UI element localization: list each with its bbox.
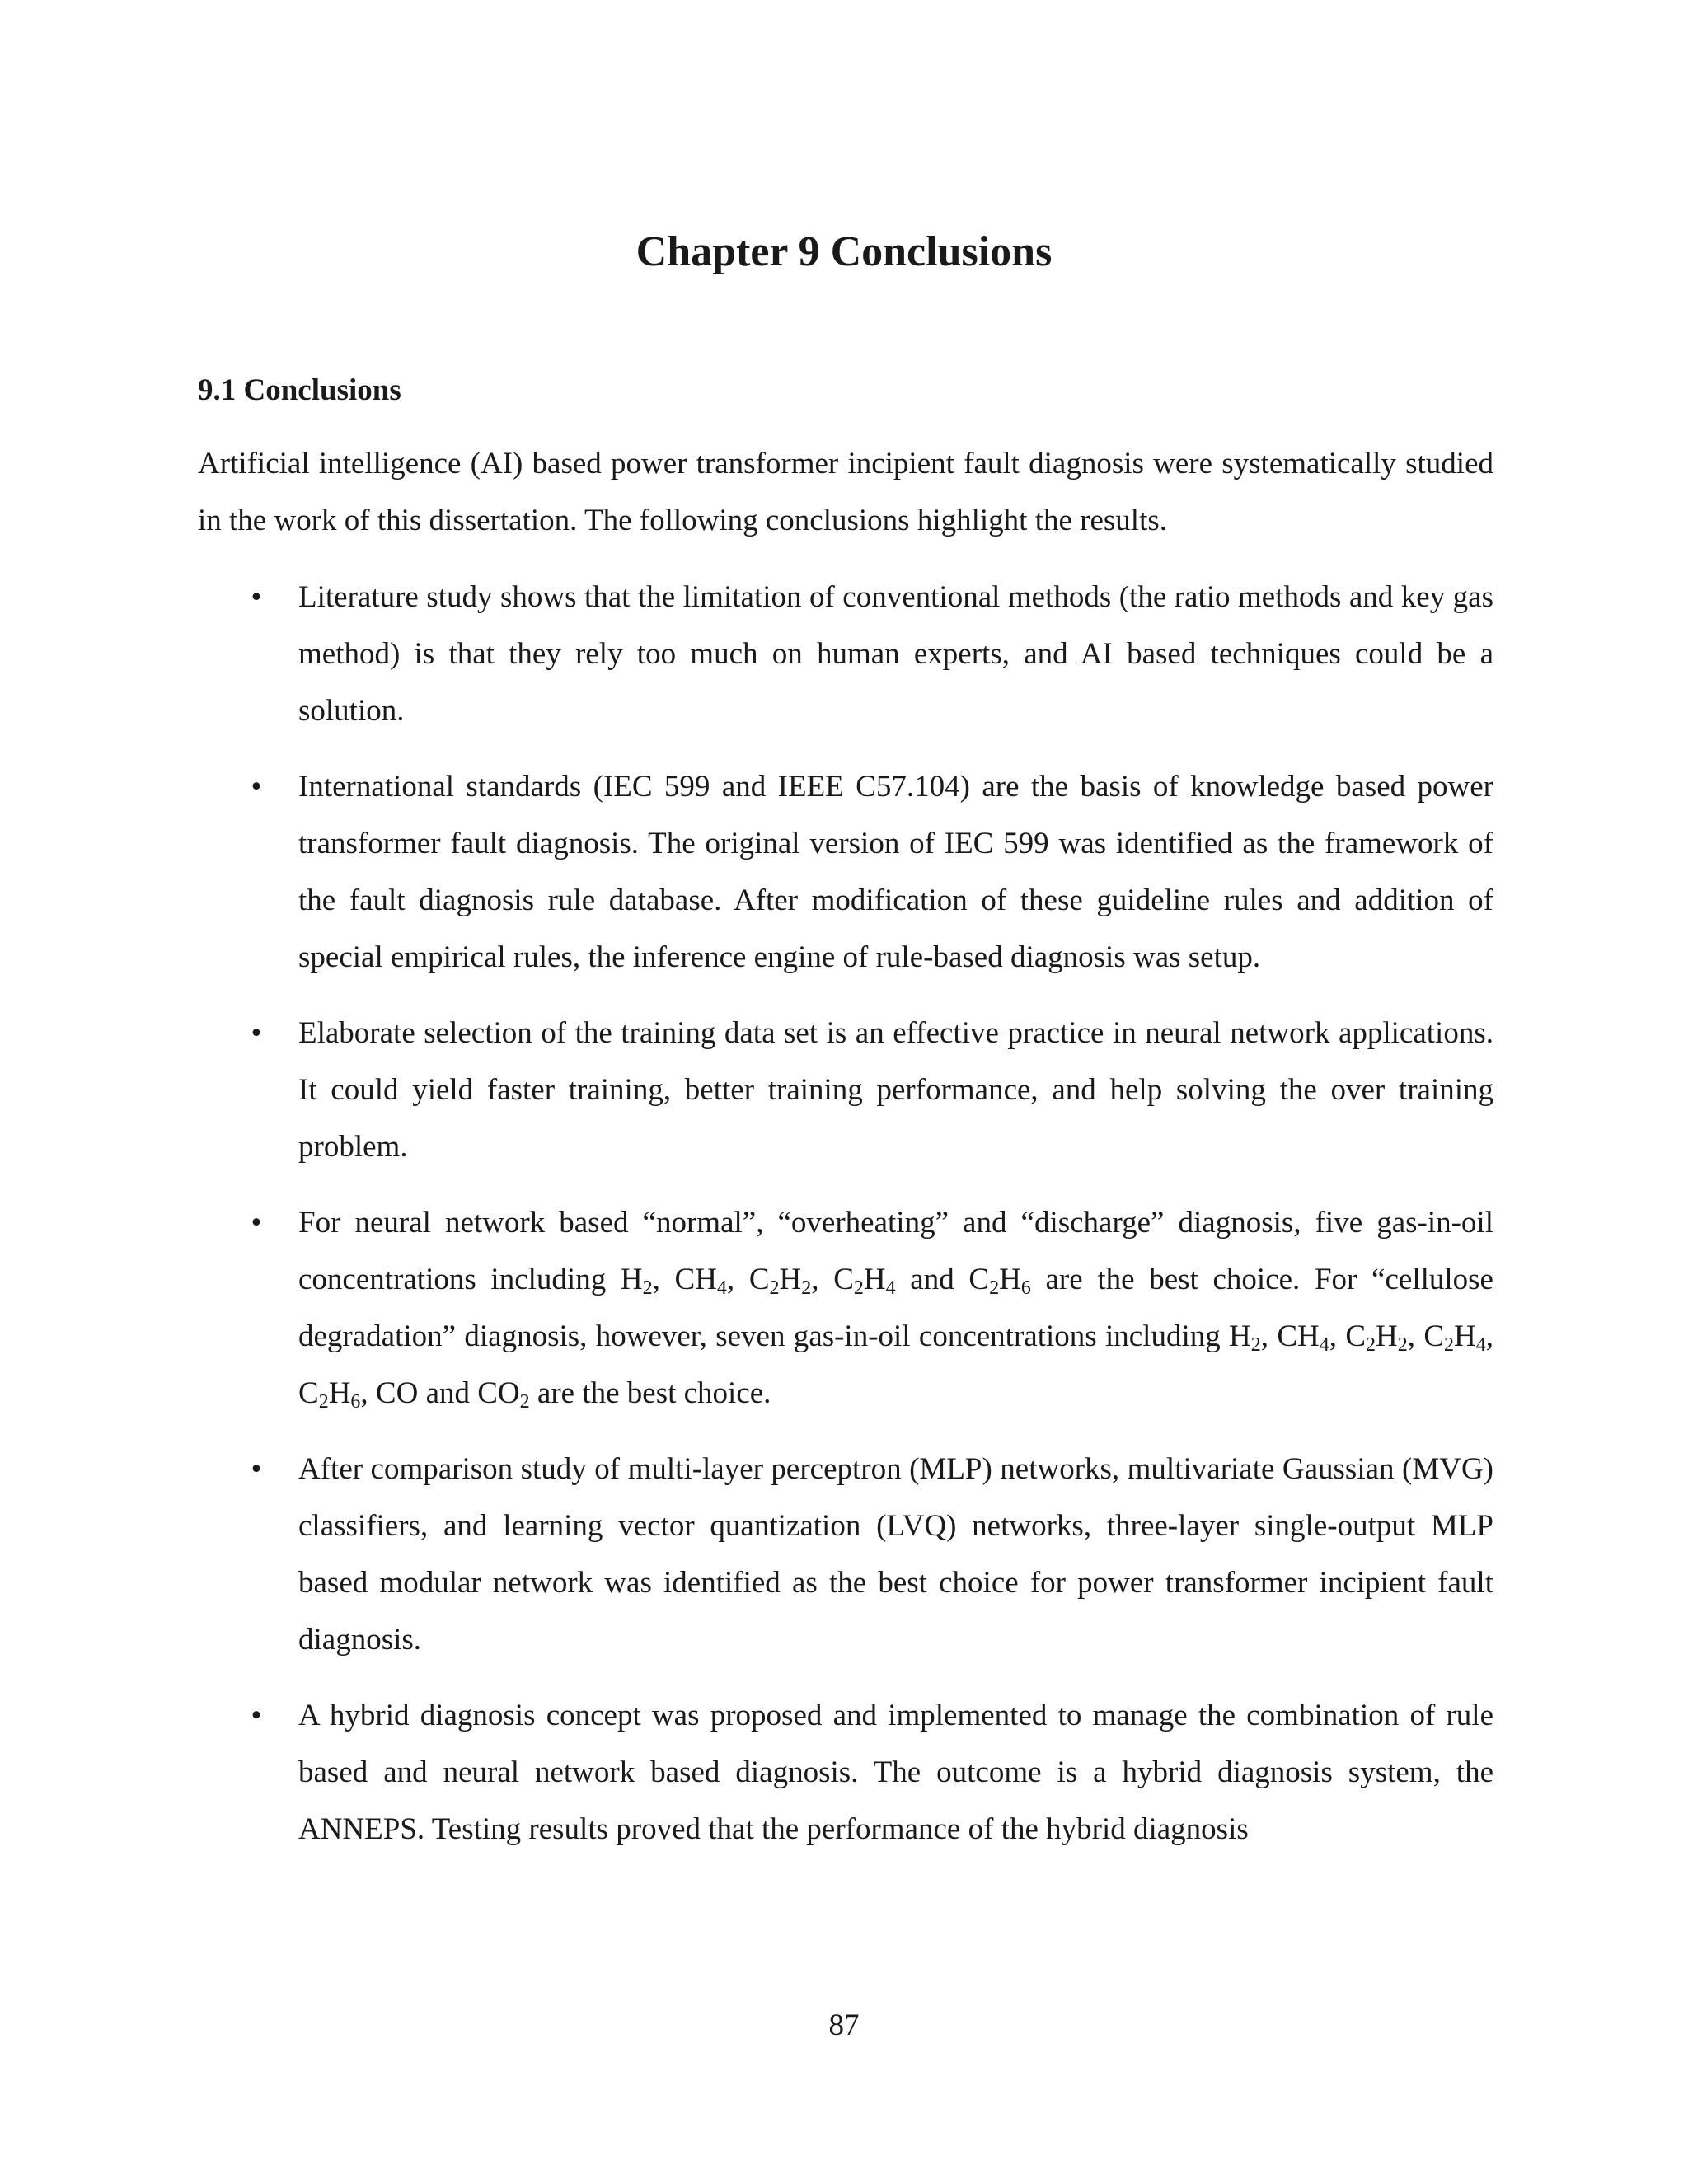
section-heading: 9.1 Conclusions <box>198 373 401 407</box>
list-item <box>198 1687 1493 1858</box>
intro-paragraph: Artificial intelligence (AI) based power transformer incipient fault diagnosis were systematically studied in the work of this dissertation. The following conclusions highlight the results. <box>198 447 1493 537</box>
list-item <box>198 1441 1493 1668</box>
bullet-icon: • <box>251 580 262 614</box>
list-item-text: A hybrid diagnosis concept was proposed and implemented to manage the combination of rule based and neural network based diagnosis. The outcome is a hybrid diagnosis system, the ANNEPS. Testing results proved that the performance of the hybrid diagnosis <box>298 1699 1493 1846</box>
list-item <box>198 1194 1493 1422</box>
chapter-title: Chapter 9 Conclusions <box>635 228 1053 275</box>
page-number: 87 <box>828 2008 860 2042</box>
bullet-icon: • <box>251 1699 262 1732</box>
list-item <box>198 569 1493 739</box>
bullet-icon: • <box>251 770 262 804</box>
list-item-text: After comparison study of multi-layer perceptron (MLP) networks, multivariate Gaussian (MVG) classifiers, and learning vector quantization (LVQ) networks, three-layer single-output MLP based modular network was identified as the best choice for power transformer incipient fault diagnosis. <box>298 1452 1493 1657</box>
bullet-icon: • <box>251 1016 262 1050</box>
conclusions-list <box>198 569 1493 1877</box>
bullet-icon: • <box>251 1206 262 1240</box>
list-item <box>198 1005 1493 1175</box>
list-item-text: Elaborate selection of the training data set is an effective practice in neural network applications. It could yield faster training, better training performance, and help solving the over training problem. <box>298 1016 1493 1164</box>
list-item <box>198 758 1493 986</box>
list-item-text: Literature study shows that the limitation of conventional methods (the ratio methods and key gas method) is that they rely too much on human experts, and AI based techniques could be a solution. <box>298 580 1493 728</box>
bullet-icon: • <box>251 1452 262 1486</box>
list-item-text: International standards (IEC 599 and IEEE C57.104) are the basis of knowledge based power transformer fault diagnosis. The original version of IEC 599 was identified as the framework of the fault diagnosis rule database. After modification of these guideline rules and addition of special empirical rules, the inference engine of rule-based diagnosis was setup. <box>298 770 1493 974</box>
list-item-text: For neural network based “normal”, “overheating” and “discharge” diagnosis, five gas-in-oil concentrations including $H_2$, $CH_4$, $C_2H_2$, $C_2H_4$ and $C_2H_6$ are the best choice. For “cellulose degradation” diagnosis, however, seven gas-in-oil concentrations including $H_2$, $CH_4$, $C_2H_2$, $C_2H_4$, $C_2H_6$, CO and $CO_2$ are the best choice. <box>298 1206 1493 1413</box>
